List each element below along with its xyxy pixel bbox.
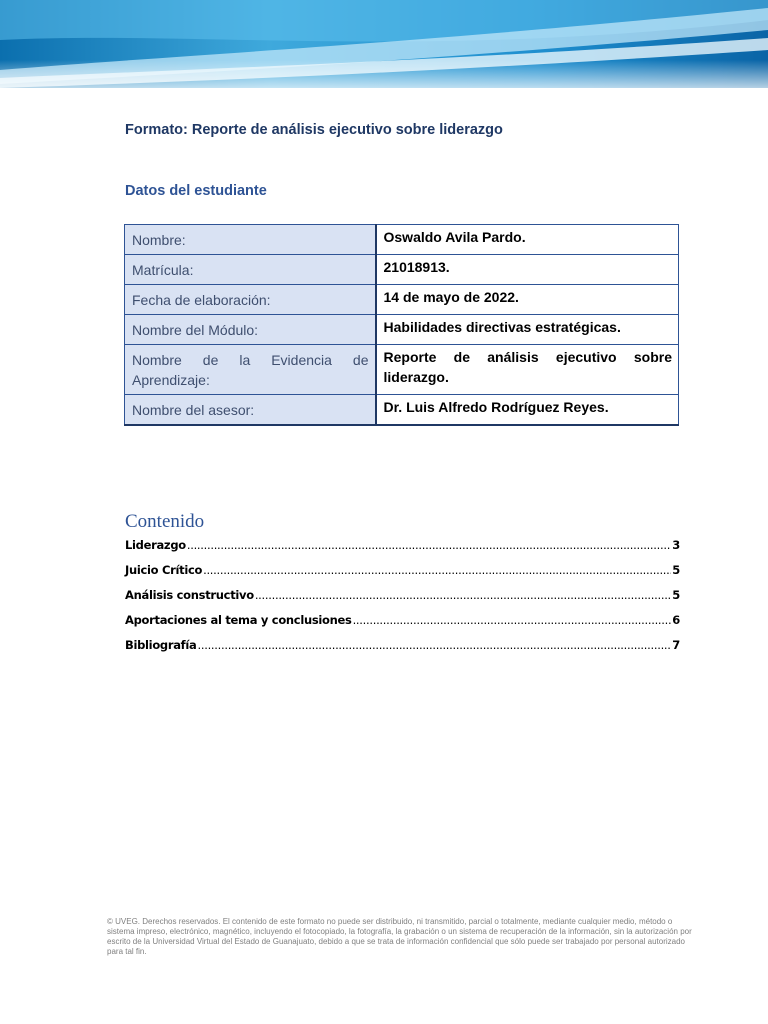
toc-item-text: Análisis constructivo [125,588,254,602]
value-module: Habilidades directivas estratégicas. [376,315,679,345]
section-title-student-data: Datos del estudiante [125,183,267,199]
label-evidence: Nombre de la Evidencia de Aprendizaje: [125,345,376,395]
table-row [125,285,679,315]
toc-item-text: Bibliografía [125,638,197,652]
toc-leader-dots [198,638,672,652]
banner-graphic [0,0,768,96]
document-title: Formato: Reporte de análisis ejecutivo sobre liderazgo [125,122,503,138]
label-date: Fecha de elaboración: [125,285,376,315]
value-date: 14 de mayo de 2022. [376,285,679,315]
toc-title: Contenido [125,511,205,532]
toc-item-text: Juicio Crítico [125,563,203,577]
toc-leader-dots [203,563,671,577]
table-of-contents [125,538,680,663]
toc-leader-dots [353,613,672,627]
table-row [125,345,679,395]
copyright-footer: © UVEG. Derechos reservados. El contenido de este formato no puede ser distribuido, ni transmitido, parcial o totalmente, mediante cualquier medio, método o sistema impreso, electrónico, magnético, incluyendo el fotocopiado, la fotografía, la grabación o un sistema de recuperación de la información, sin la autorización por escrito de la Universidad Virtual del Estado de Guanajuato, debido a que se trata de información confidencial que sólo puede ser trabajado por personal autorizado para tal fin. [107,917,692,956]
toc-leader-dots [255,588,671,602]
label-module: Nombre del Módulo: [125,315,376,345]
toc-leader-dots [187,538,671,552]
label-advisor: Nombre del asesor: [125,395,376,426]
label-enrollment: Matrícula: [125,255,376,285]
toc-item-liderazgo[interactable] [125,538,680,563]
table-row [125,315,679,345]
toc-item-aportaciones[interactable] [125,613,680,638]
value-name: Oswaldo Avila Pardo. [376,225,679,255]
toc-item-page: 3 [672,538,680,552]
value-evidence: Reporte de análisis ejecutivo sobre liderazgo. [376,345,679,395]
toc-item-text: Liderazgo [125,538,186,552]
toc-item-juicio-critico[interactable] [125,563,680,588]
table-row [125,225,679,255]
toc-item-bibliografia[interactable] [125,638,680,663]
toc-item-page: 5 [672,563,680,577]
toc-item-analisis-constructivo[interactable] [125,588,680,613]
toc-item-text: Aportaciones al tema y conclusiones [125,613,352,627]
student-data-table [124,224,679,426]
label-name: Nombre: [125,225,376,255]
value-advisor: Dr. Luis Alfredo Rodríguez Reyes. [376,395,679,426]
value-enrollment: 21018913. [376,255,679,285]
table-row [125,255,679,285]
toc-item-page: 6 [672,613,680,627]
header-banner [0,0,768,96]
toc-item-page: 7 [672,638,680,652]
toc-item-page: 5 [672,588,680,602]
table-row [125,395,679,426]
